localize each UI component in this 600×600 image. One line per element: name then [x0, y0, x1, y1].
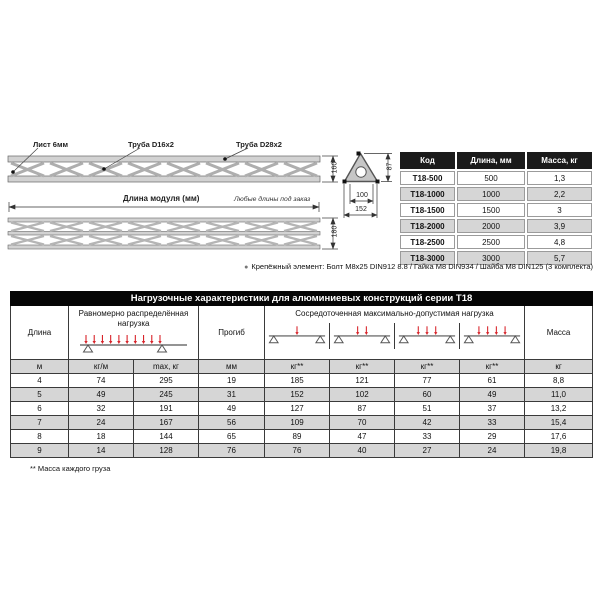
- load-table-cell: 77: [395, 374, 460, 388]
- load-table-cell: 19: [199, 374, 265, 388]
- support-icon: [83, 345, 92, 352]
- spec-table-row: [400, 235, 592, 249]
- load-table-cell: 49: [199, 402, 265, 416]
- load-table-cell: 5: [11, 388, 69, 402]
- col-header-mass: Масса: [525, 306, 593, 360]
- spec-table-cell: 500: [457, 171, 525, 185]
- load-table-cell: 24: [460, 444, 525, 458]
- spec-table-cell: 2500: [457, 235, 525, 249]
- load-table-cell: 8,8: [525, 374, 593, 388]
- dim-152: 152: [355, 206, 367, 213]
- load-table-cell: 76: [199, 444, 265, 458]
- load-table-cell: 109: [265, 416, 330, 430]
- load-table-cell: 167: [134, 416, 199, 430]
- load-table-cell: 11,0: [525, 388, 593, 402]
- support-icon: [464, 336, 473, 343]
- spec-table-cell: 3: [527, 203, 592, 217]
- load-table-cell: 17,6: [525, 430, 593, 444]
- spec-table-row: [400, 219, 592, 233]
- load-table-cell: 127: [265, 402, 330, 416]
- load-arrowhead-icon: [108, 341, 111, 344]
- col-header-length: Длина: [11, 306, 69, 360]
- load-arrowhead-icon: [141, 341, 144, 344]
- load-table-cell: 33: [460, 416, 525, 430]
- load-table-cell: 15,4: [525, 416, 593, 430]
- support-icon: [399, 336, 408, 343]
- load-arrowhead-icon: [125, 341, 128, 344]
- spec-table-cell: T18-500: [400, 171, 455, 185]
- load-table-cell: 27: [395, 444, 460, 458]
- spec-table-cell: 3,9: [527, 219, 592, 233]
- fastener-note-text: Крепёжный элемент: Болт M8x25 DIN912 8.8 / Гайка M8 DIN934 / Шайба M8 DIN125 (3 комплекта): [251, 262, 593, 271]
- load-table-cell: 89: [265, 430, 330, 444]
- spec-header-cell: Масса, кг: [527, 152, 592, 169]
- load-table-cell: 29: [460, 430, 525, 444]
- dim-160: 160: [331, 161, 339, 174]
- load-table-cell: 19,8: [525, 444, 593, 458]
- load-table-cell: 128: [134, 444, 199, 458]
- load-table-cell: 24: [69, 416, 134, 430]
- support-icon: [446, 336, 455, 343]
- load-arrowhead-icon: [100, 341, 103, 344]
- spec-table: [398, 150, 594, 267]
- load-table-row: [11, 388, 593, 402]
- load-table-cell: 56: [199, 416, 265, 430]
- dim-100: 100: [356, 192, 368, 199]
- spec-table-cell: T18-2000: [400, 219, 455, 233]
- load-arrowhead-icon: [425, 332, 428, 335]
- load-table-cell: 121: [330, 374, 395, 388]
- bullet-icon: ●: [244, 264, 249, 271]
- concentrated-load-diagrams: [265, 323, 524, 349]
- load-table-cell: 51: [395, 402, 460, 416]
- load-arrowhead-icon: [158, 341, 161, 344]
- support-icon: [381, 336, 390, 343]
- load-table-cell: 32: [69, 402, 134, 416]
- unit-cell: кг**: [460, 360, 525, 374]
- tube-big-label: Труба D28x2: [236, 140, 282, 149]
- load-table-cell: 47: [330, 430, 395, 444]
- support-icon: [316, 336, 325, 343]
- load-table-cell: 191: [134, 402, 199, 416]
- load-table-cell: 152: [265, 388, 330, 402]
- rail-top: [8, 218, 320, 222]
- spec-table-row: [400, 171, 592, 185]
- load-table-cell: 9: [11, 444, 69, 458]
- unit-cell: кг**: [395, 360, 460, 374]
- technical-drawings-area: [0, 136, 398, 262]
- load-table-cell: 42: [395, 416, 460, 430]
- load-table-cell: 295: [134, 374, 199, 388]
- spec-table-cell: 2000: [457, 219, 525, 233]
- load-table-cell: 14: [69, 444, 134, 458]
- load-table-cell: 245: [134, 388, 199, 402]
- load-arrowhead-icon: [434, 332, 437, 335]
- load-arrowhead-icon: [365, 332, 368, 335]
- load-table-cell: 4: [11, 374, 69, 388]
- concentrated-load-diagram: [394, 323, 459, 349]
- col-header-uniform-load: Равномерно распределённая нагрузка: [69, 306, 199, 360]
- spec-table-cell: 1000: [457, 187, 525, 201]
- dim-87: 87: [386, 162, 394, 171]
- load-arrowhead-icon: [133, 341, 136, 344]
- load-table-cell: 65: [199, 430, 265, 444]
- load-table: [10, 291, 593, 458]
- support-icon: [511, 336, 520, 343]
- unit-cell: кг/м: [69, 360, 134, 374]
- col-header-deflection: Прогиб: [199, 306, 265, 360]
- spec-header-row: [400, 152, 592, 169]
- custom-length-note: Любые длины под заказ: [234, 196, 311, 203]
- spec-table-cell: T18-3000: [400, 251, 455, 265]
- spec-table-row: [400, 187, 592, 201]
- load-table-row: [11, 444, 593, 458]
- concentrated-load-diagram: [329, 323, 394, 349]
- load-table-cell: 33: [395, 430, 460, 444]
- spec-table-cell: 1,3: [527, 171, 592, 185]
- rail-mid: [8, 232, 320, 236]
- col-header-concentrated-load: Сосредоточенная максимально-допустимая нагрузка: [265, 306, 525, 360]
- load-table-cell: 31: [199, 388, 265, 402]
- load-table-cell: 102: [330, 388, 395, 402]
- load-table-cell: 60: [395, 388, 460, 402]
- load-arrowhead-icon: [92, 341, 95, 344]
- spec-table-cell: 1500: [457, 203, 525, 217]
- cross-section-drawing: [343, 152, 380, 184]
- unit-cell: кг**: [330, 360, 395, 374]
- spec-header-cell: Код: [400, 152, 455, 169]
- load-table-title: Нагрузочные характеристики для алюминиевых конструкций серии Т18: [11, 292, 593, 306]
- load-table-cell: 18: [69, 430, 134, 444]
- unit-cell: м: [11, 360, 69, 374]
- unit-cell: мм: [199, 360, 265, 374]
- support-icon: [157, 345, 166, 352]
- table-footnote: ** Масса каждого груза: [30, 464, 111, 473]
- load-table-cell: 7: [11, 416, 69, 430]
- module-length-dimension: [9, 202, 319, 212]
- load-arrowhead-icon: [84, 341, 87, 344]
- spec-table-cell: T18-2500: [400, 235, 455, 249]
- load-table-cell: 49: [460, 388, 525, 402]
- concentrated-load-diagram: [265, 323, 329, 349]
- sheet-label: Лист 6мм: [33, 140, 69, 149]
- load-arrowhead-icon: [495, 332, 498, 335]
- load-arrowhead-icon: [356, 332, 359, 335]
- support-icon: [334, 336, 343, 343]
- load-table-cell: 49: [69, 388, 134, 402]
- concentrated-load-diagram: [459, 323, 524, 349]
- spec-table-cell: 3000: [457, 251, 525, 265]
- load-table-row: [11, 374, 593, 388]
- load-table-row: [11, 402, 593, 416]
- load-table-cell: 61: [460, 374, 525, 388]
- load-table-cell: 8: [11, 430, 69, 444]
- rail-bottom: [8, 245, 320, 249]
- support-icon: [269, 336, 278, 343]
- side-lattice: [11, 163, 317, 176]
- unit-cell: кг**: [265, 360, 330, 374]
- load-table-cell: 70: [330, 416, 395, 430]
- load-table-cell: 40: [330, 444, 395, 458]
- top-chord: [8, 156, 320, 162]
- load-table-cell: 37: [460, 402, 525, 416]
- load-arrowhead-icon: [417, 332, 420, 335]
- load-table-cell: 6: [11, 402, 69, 416]
- spec-table-cell: 2,2: [527, 187, 592, 201]
- spec-table-cell: 4,8: [527, 235, 592, 249]
- module-length-label: Длина модуля (мм): [123, 194, 200, 203]
- uniform-load-diagram: [74, 331, 194, 355]
- load-arrowhead-icon: [503, 332, 506, 335]
- load-arrowhead-icon: [150, 341, 153, 344]
- dim-180: 180: [331, 225, 339, 238]
- unit-cell: max, кг: [134, 360, 199, 374]
- load-table-cell: 144: [134, 430, 199, 444]
- unit-cell: кг: [525, 360, 593, 374]
- load-arrowhead-icon: [477, 332, 480, 335]
- spec-table-cell: 5,7: [527, 251, 592, 265]
- spec-table-cell: T18-1500: [400, 203, 455, 217]
- load-arrowhead-icon: [486, 332, 489, 335]
- load-table-row: [11, 430, 593, 444]
- load-table-cell: 76: [265, 444, 330, 458]
- spec-header-cell: Длина, мм: [457, 152, 525, 169]
- bottom-chord: [8, 176, 320, 182]
- load-arrowhead-icon: [295, 332, 298, 335]
- spec-table-cell: T18-1000: [400, 187, 455, 201]
- load-table-cell: 185: [265, 374, 330, 388]
- fastener-note: [0, 262, 593, 271]
- load-table-cell: 13,2: [525, 402, 593, 416]
- spec-table-row: [400, 203, 592, 217]
- load-table-cell: 87: [330, 402, 395, 416]
- load-arrowhead-icon: [117, 341, 120, 344]
- load-table-cell: 74: [69, 374, 134, 388]
- tube-small-label: Труба D16x2: [128, 140, 174, 149]
- load-table-row: [11, 416, 593, 430]
- units-row: [11, 360, 593, 374]
